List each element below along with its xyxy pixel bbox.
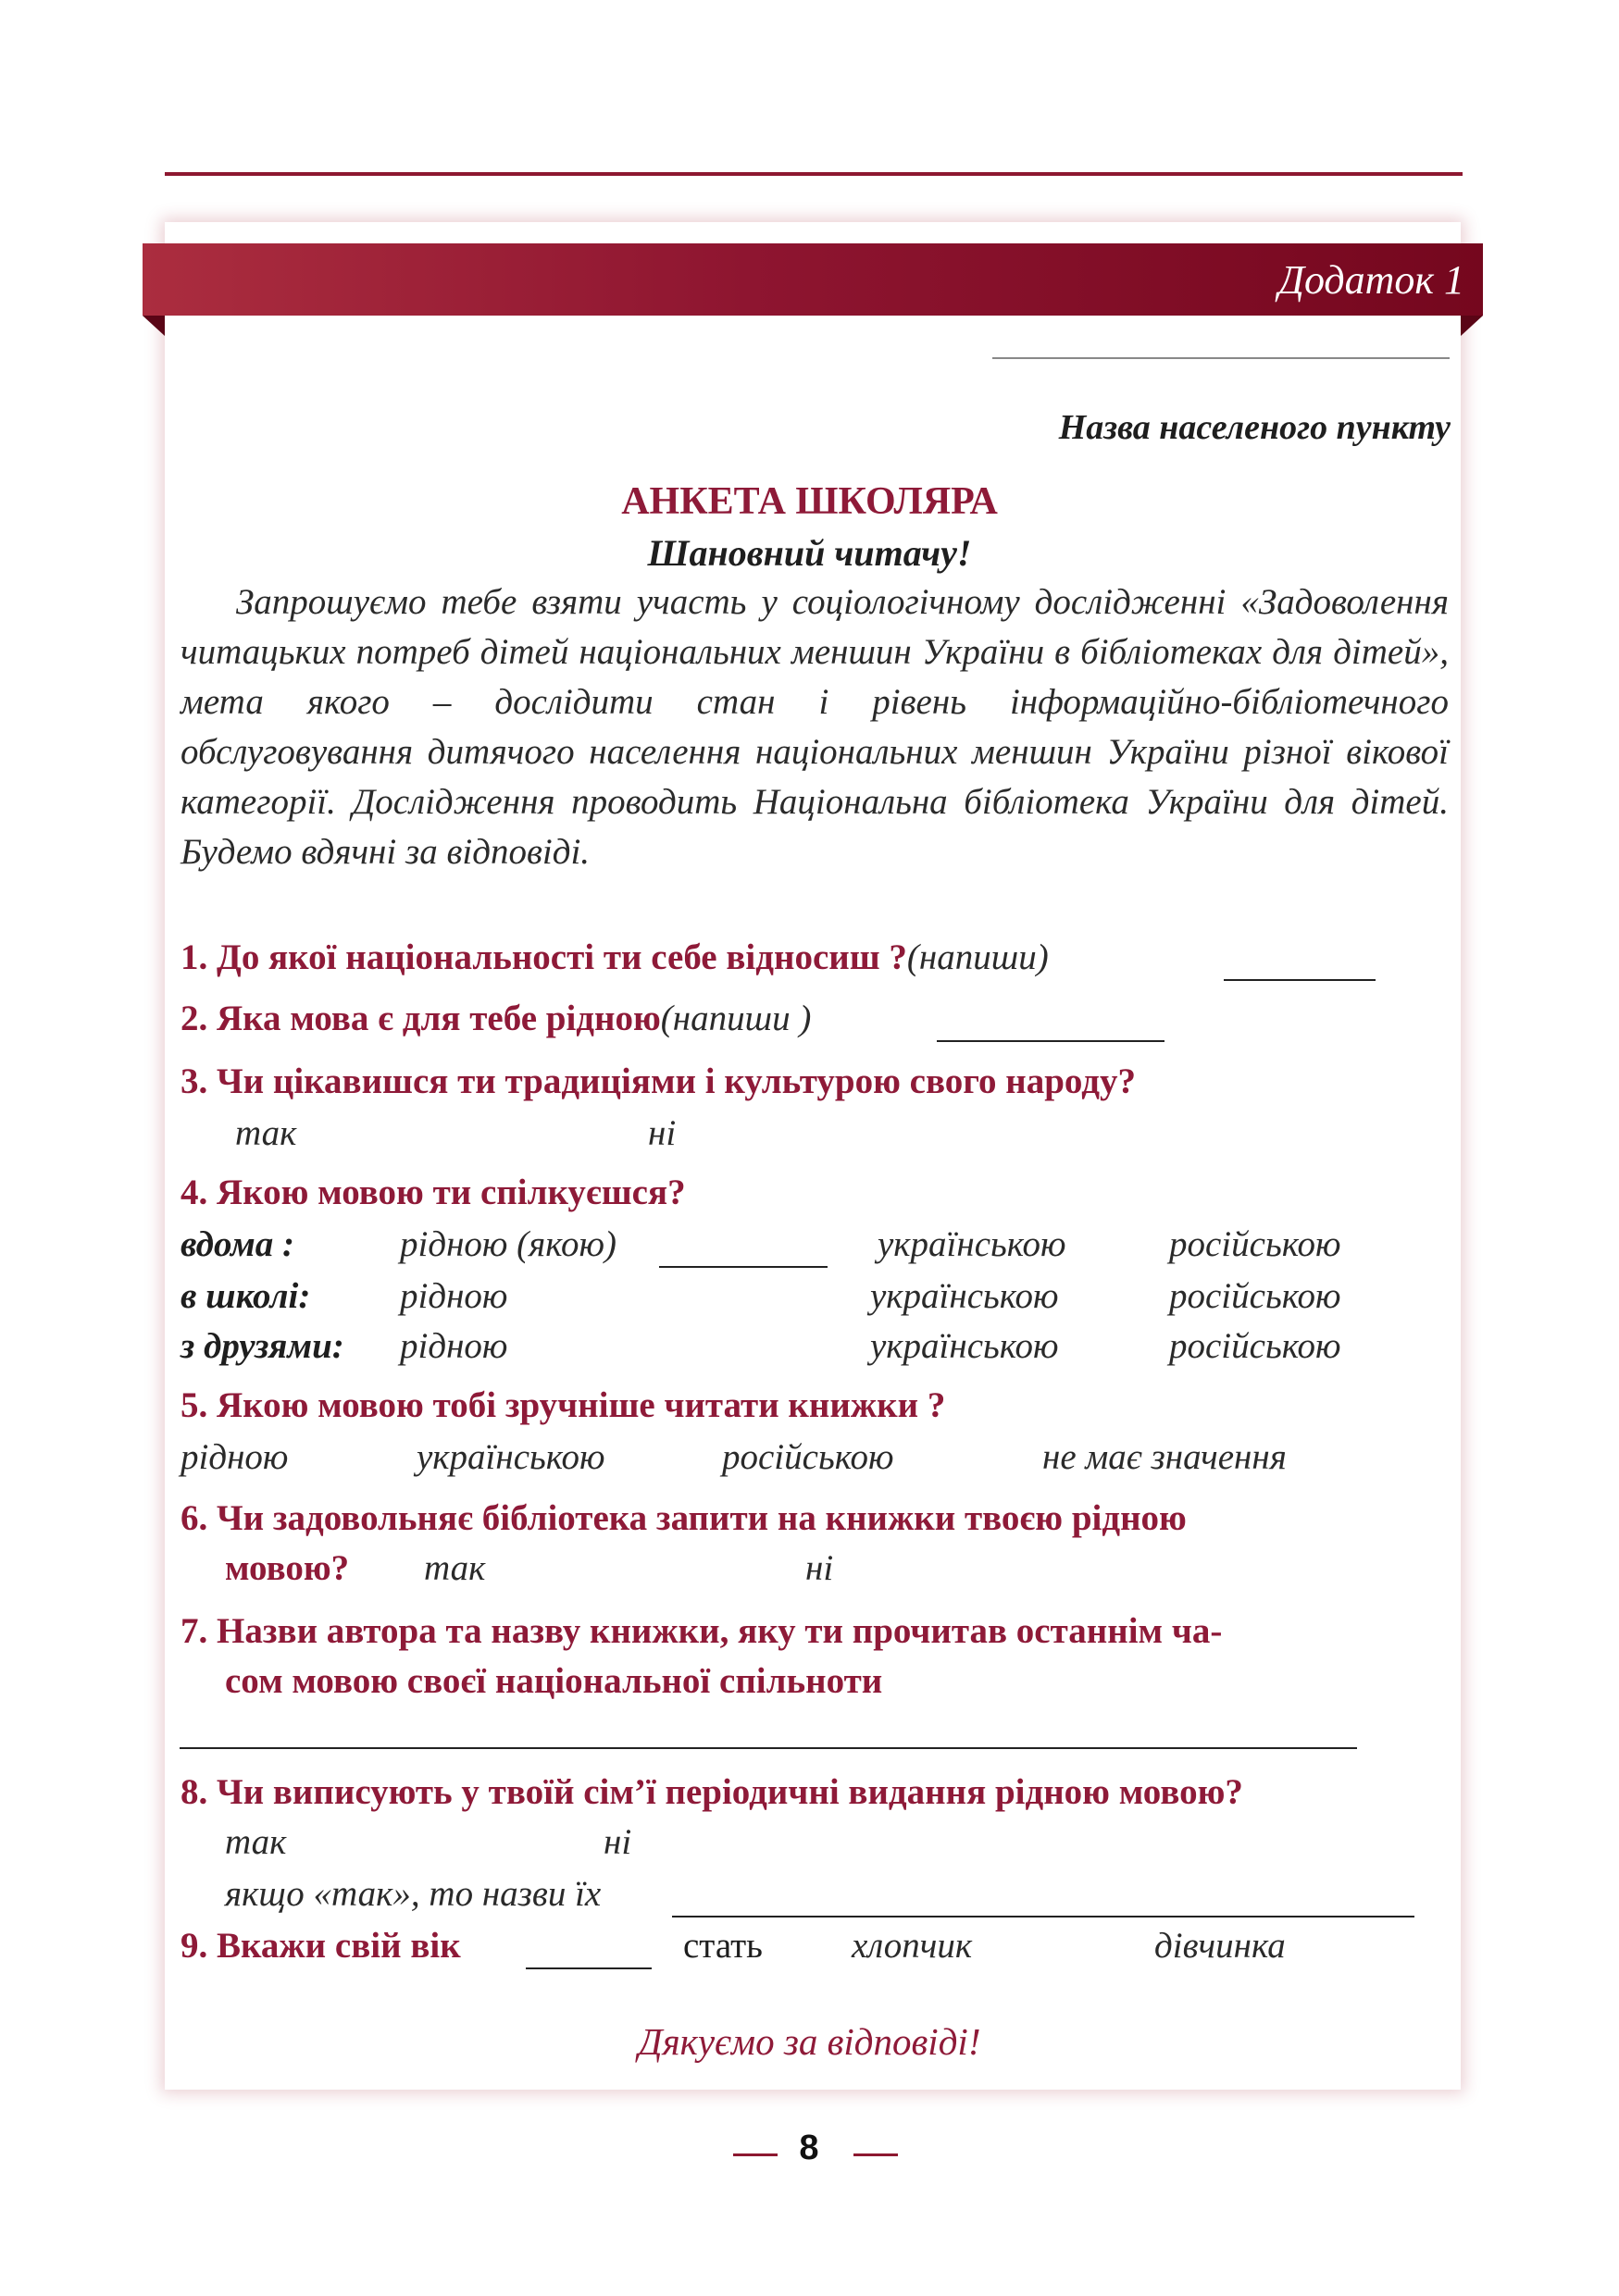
question-6-text-line1: 6. Чи задовольняє бібліотека запити на книжки твоєю рідною [181,1498,1187,1538]
question-9-option-girl[interactable]: дівчинка [1154,1926,1286,1966]
question-4-row-friends-label: з друзями: [181,1326,344,1366]
question-4-row-home-russian[interactable]: російською [1169,1224,1341,1264]
question-8-option-no[interactable]: ні [604,1822,632,1862]
question-4-row-friends-russian[interactable]: російською [1169,1326,1341,1366]
question-4-row-school-native[interactable]: рідною [400,1276,508,1316]
question-6-text-line2: мовою? [225,1548,350,1588]
question-8-option-yes[interactable]: так [225,1822,287,1862]
question-7-text-line1: 7. Назви автора та назву книжки, яку ти прочитав останнім ча- [181,1611,1223,1651]
question-3-option-yes[interactable]: так [235,1113,297,1153]
question-5-option-russian[interactable]: російською [722,1437,894,1477]
question-2 [181,998,811,1039]
page-number-dash-left [733,2153,778,2156]
greeting: Шановний читачу! [647,532,972,574]
place-name-field[interactable] [992,357,1450,359]
header-rule [165,172,1463,176]
ribbon-fold-right [1461,316,1483,336]
question-4-row-friends-native[interactable]: рідною [400,1326,508,1366]
question-8-answer-field[interactable] [672,1916,1414,1917]
question-3-text: 3. Чи цікавишся ти традиціями і культурою свого народу? [181,1061,1137,1101]
intro-paragraph: Запрошуємо тебе взяти участь у соціологічному дослідженні «Задоволення читацьких потреб дітей національних меншин України в бібліотеках для дітей», мета якого – дослідити стан і рівень інформаційно-бібліотечного обслуговування дитячого населення національних меншин України різної вікової категорії. Дослідження проводить Національна бібліотека України для дітей. Будемо вдячні за відповіді. [181,582,1449,872]
question-6-option-yes[interactable]: так [424,1548,486,1588]
question-1-hint: (напиши) [906,937,1049,977]
page-number: 8 [799,2128,819,2167]
question-5-option-ukrainian[interactable]: українською [417,1437,605,1477]
question-9-text: 9. Вкажи свій вік [181,1926,461,1966]
question-4-row-school-label: в школі: [181,1276,311,1316]
question-2-answer-field[interactable] [937,1040,1164,1042]
question-1-text: 1. До якої національності ти себе відносиш ? [181,937,907,977]
question-9-gender-label: стать [683,1926,763,1966]
question-7-answer-field[interactable] [180,1747,1357,1749]
appendix-ribbon [143,243,1483,316]
question-4-row-home-label: вдома : [181,1224,294,1264]
question-1 [181,937,1049,978]
question-5-text: 5. Якою мовою тобі зручніше читати книжки ? [181,1385,946,1425]
question-8-followup: якщо «так», то назви їх [225,1874,602,1914]
form-title: АНКЕТА ШКОЛЯРА [621,480,998,523]
page-number-dash-right [853,2153,898,2156]
question-6-option-no[interactable]: ні [805,1548,834,1588]
question-4-row-friends-ukrainian[interactable]: українською [870,1326,1059,1366]
question-1-answer-field[interactable] [1224,979,1376,981]
question-4-row-home-ukrainian[interactable]: українською [878,1224,1066,1264]
question-4-row-home-native[interactable]: рідною (якою) [400,1224,617,1264]
question-7-text-line2: сом мовою своєї національної спільноти [225,1661,883,1701]
question-4-text: 4. Якою мовою ти спілкуєшся? [181,1173,686,1212]
question-9-option-boy[interactable]: хлопчик [852,1926,973,1966]
place-name-caption: Назва населеного пункту [1058,408,1451,447]
question-4-native-language-field[interactable] [659,1266,828,1268]
question-4-row-school-ukrainian[interactable]: українською [870,1276,1059,1316]
question-4-row-school-russian[interactable]: російською [1169,1276,1341,1316]
question-2-text: 2. Яка мова є для тебе рідною [181,999,661,1038]
question-3-option-no[interactable]: ні [648,1113,677,1153]
question-8-text: 8. Чи виписують у твоїй сім’ї періодичні видання рідною мовою? [181,1772,1243,1812]
question-5-option-native[interactable]: рідною [181,1437,289,1477]
thanks-note: Дякуємо за відповіді! [638,2020,981,2063]
question-5-option-no-matter[interactable]: не має значення [1042,1437,1287,1477]
question-9-age-field[interactable] [526,1967,652,1969]
question-2-hint: (напиши ) [660,999,812,1038]
ribbon-fold-left [143,316,165,336]
appendix-label: Додаток 1 [1277,257,1464,303]
